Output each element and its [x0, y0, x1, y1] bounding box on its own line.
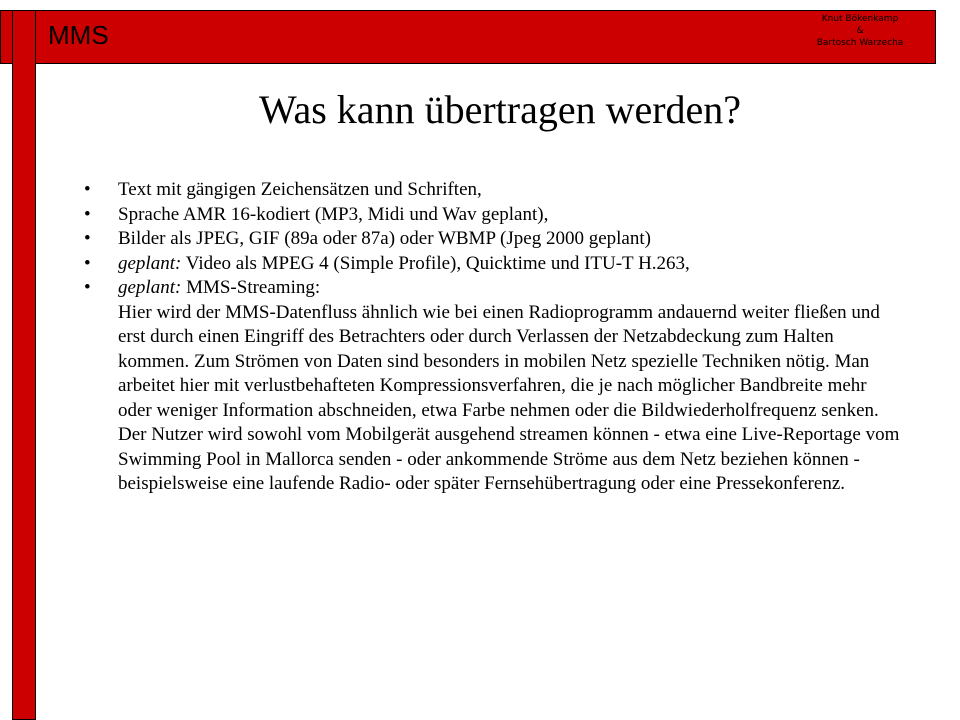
- list-item: [80, 227, 900, 252]
- list-item-prefix: geplant:: [118, 277, 182, 298]
- list-item: [80, 178, 900, 203]
- list-item: [80, 252, 900, 277]
- bullet-icon: •: [84, 228, 91, 249]
- bullet-icon: •: [84, 252, 91, 274]
- header-label: MMS: [48, 20, 109, 50]
- bullet-icon: •: [84, 179, 91, 200]
- author-2: Bartosch Warzecha: [816, 38, 904, 48]
- list-item-text: Video als MPEG 4 (Simple Profile), Quicktime und ITU-T H.263,: [181, 252, 690, 274]
- list-item-text: Text mit gängigen Zeichensätzen und Schriften,: [118, 179, 482, 200]
- author-separator: &: [856, 26, 864, 36]
- author-1: Knut Bökenkamp: [821, 14, 899, 24]
- list-item-text: Sprache AMR 16-kodiert (MP3, Midi und Wav geplant),: [118, 203, 549, 225]
- authors-block: [790, 13, 930, 49]
- bullet-icon: •: [84, 203, 91, 225]
- list-item-text: Bilder als JPEG, GIF (89a oder 87a) oder WBMP (Jpeg 2000 geplant): [118, 228, 651, 249]
- slide-title: Was kann übertragen werden?: [258, 87, 742, 132]
- side-bar: [12, 10, 36, 720]
- list-item: [80, 276, 900, 497]
- list-item-body: Hier wird der MMS-Datenfluss ähnlich wie bei einen Radioprogramm andauernd weiter fließen und erst durch einen Eingriff des Betrachters oder durch Verlassen der Netzabdeckung zum Halten kommen. Zum Strömen von Daten sind besonders in mobilen Netz spezielle Techniken nötig. Man arbeitet hier mit verlustbehafteten Kompressionsverfahren, die je nach möglicher Bandbreite mehr oder weniger Information abschneiden, etwa Farbe nehmen oder die Bildwiederholfrequenz senken. Der Nutzer wird sowohl vom Mobilgerät ausgehend streamen können - etwa eine Live-Reportage vom Swimming Pool in Mallorca senden - oder ankommende Ströme aus dem Netz beziehen können - beispielsweise eine laufende Radio- oder später Fernsehübertragung oder eine Pressekonferenz.: [118, 301, 900, 494]
- list-item-text: MMS-Streaming:: [181, 277, 321, 298]
- list-item-prefix: geplant:: [118, 252, 182, 274]
- list-item: [80, 203, 900, 228]
- bullet-icon: •: [84, 277, 91, 298]
- bullet-list: [80, 178, 900, 497]
